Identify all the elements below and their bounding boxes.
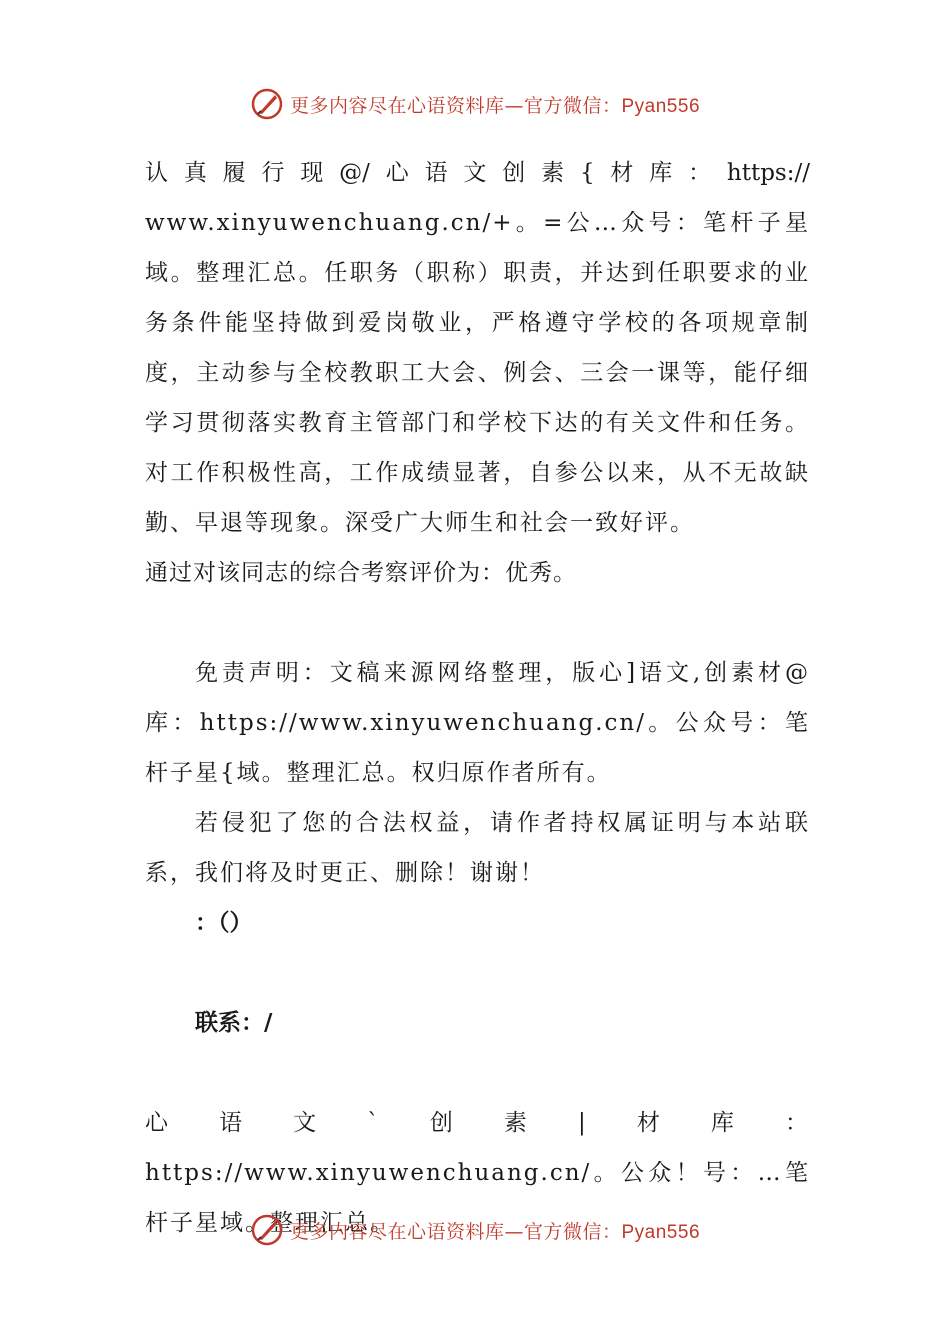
contact-line: 联系：/ xyxy=(195,1010,273,1036)
infringement-paragraph: 若侵犯了您的合法权益，请作者持权属证明与本站联系，我们将及时更正、删除！谢谢！ xyxy=(145,810,810,886)
document-body xyxy=(145,148,810,1248)
paragraph-1-body: www.xinyuwenchuang.cn/+。=公…众号：笔杆子星域。整理汇总。任职务（职称）职责，并达到任职要求的业务条件能坚持做到爱岗敬业，严格遵守学校的各项规章制度，主动参与全校教职工大会、例会、三会一课等，能仔细学习贯彻落实教育主管部门和学校下达的有关文件和任务。对工作积极性高，工作成绩显著，自参公以来，从不无故缺勤、早退等现象。深受广大师生和社会一致好评。 xyxy=(145,210,810,536)
colon-parentheses-line: ：（） xyxy=(195,910,253,936)
disclaimer-paragraph: 免责声明：文稿来源网络整理，版心]语文,创素材@库：https://www.xinyuwenchuang.cn/。公众号：笔杆子星{域。整理汇总。权归原作者所有。 xyxy=(145,660,810,786)
paragraph-evaluation: 通过对该同志的综合考察评价为：优秀。 xyxy=(145,560,577,586)
footer-wechat-id: Pyan556 xyxy=(621,1221,701,1243)
header-banner-text: 更多内容尽在心语资料库—官方微信：Pyan556 xyxy=(289,94,701,117)
paragraph-1-first-line: 认真履行现@/心语文创素{材库：https:// xyxy=(145,160,810,186)
footer-note-paragraph: 心语文`创素|材库：https://www.xinyuwenchuang.cn/。公众！号：…笔杆子星域。整理汇总。 xyxy=(145,1110,810,1236)
header-banner xyxy=(0,84,950,124)
header-wechat-id: Pyan556 xyxy=(621,95,701,117)
footer-banner-text: 更多内容尽在心语资料库—官方微信：Pyan556 xyxy=(289,1220,701,1243)
footer-banner xyxy=(0,1210,950,1250)
quill-logo-icon xyxy=(250,1213,284,1247)
quill-logo-icon xyxy=(250,87,284,121)
